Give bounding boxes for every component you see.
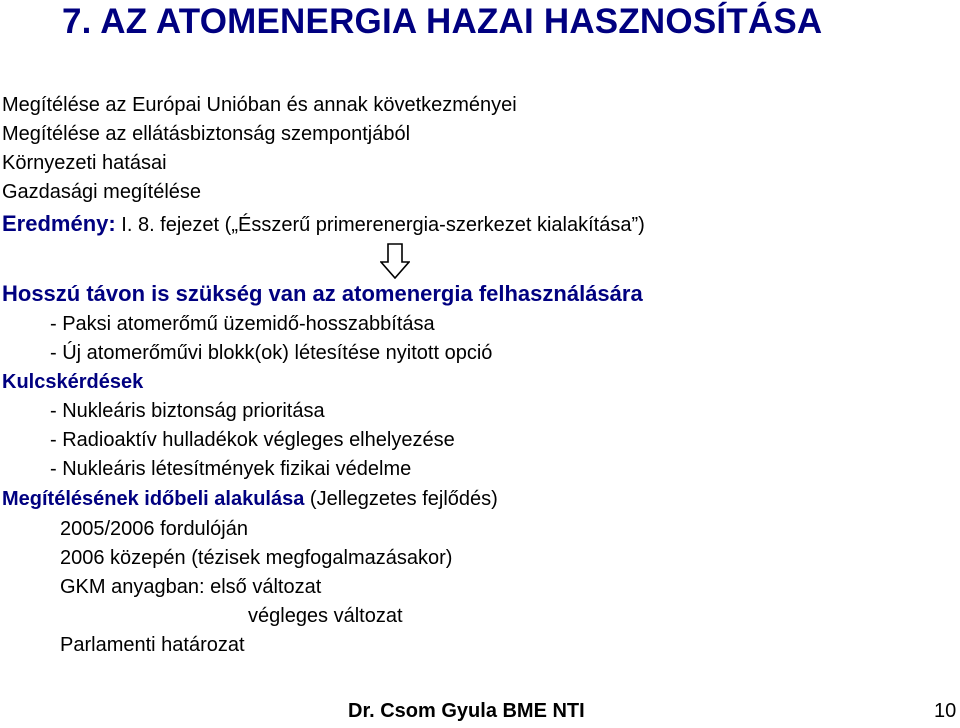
result-label: Eredmény: xyxy=(2,211,116,236)
timeline-item: 2006 közepén (tézisek megfogalmazásakor) xyxy=(60,547,453,569)
intro-item: Megítélése az ellátásbiztonság szempontjából xyxy=(2,123,411,145)
timeline-item: Parlamenti határozat xyxy=(60,634,245,656)
timeline-line xyxy=(2,486,498,512)
key-questions-heading: Kulcskérdések xyxy=(2,371,144,393)
result-text: I. 8. fejezet („Ésszerű primerenergia-szerkezet kialakítása”) xyxy=(115,214,645,236)
footer-author: Dr. Csom Gyula BME NTI xyxy=(348,700,585,722)
page-number: 10 xyxy=(934,700,957,722)
timeline-heading: Megítélésének időbeli alakulása xyxy=(2,488,305,510)
result-line xyxy=(2,211,645,238)
key-question-item: - Nukleáris létesítmények fizikai védelme xyxy=(50,458,412,480)
conclusion-heading: Hosszú távon is szükség van az atomenergia felhasználására xyxy=(2,281,643,306)
conclusion-item: - Paksi atomerőmű üzemidő-hosszabbítása xyxy=(50,313,435,335)
intro-item: Környezeti hatásai xyxy=(2,152,167,174)
key-question-item: - Nukleáris biztonság prioritása xyxy=(50,400,325,422)
timeline-item: 2005/2006 fordulóján xyxy=(60,518,248,540)
down-arrow-icon xyxy=(380,243,410,279)
intro-item: Gazdasági megítélése xyxy=(2,181,202,203)
timeline-item: végleges változat xyxy=(248,605,403,627)
key-question-item: - Radioaktív hulladékok végleges elhelyezése xyxy=(50,429,455,451)
slide-title: 7. AZ ATOMENERGIA HAZAI HASZNOSÍTÁSA xyxy=(62,2,823,41)
conclusion-item: - Új atomerőművi blokk(ok) létesítése nyitott opció xyxy=(50,342,493,364)
intro-item: Megítélése az Európai Unióban és annak következményei xyxy=(2,94,517,116)
timeline-note: (Jellegzetes fejlődés) xyxy=(304,488,498,510)
timeline-item: GKM anyagban: első változat xyxy=(60,576,322,598)
